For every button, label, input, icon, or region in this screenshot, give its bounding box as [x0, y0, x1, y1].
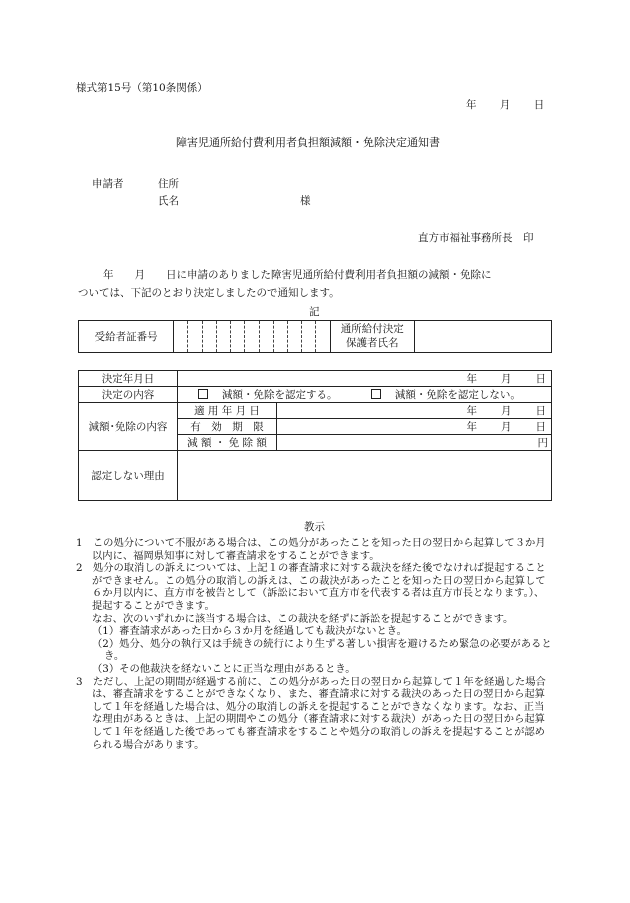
notice-body [76, 537, 552, 751]
guardian-label-line-2: 保護者氏名 [346, 336, 399, 349]
digit-cell[interactable] [216, 321, 230, 353]
applicant-label: 申請者 [92, 178, 124, 190]
digit-cell[interactable] [302, 321, 316, 353]
form-number: 様式第15号（第10条関係） [76, 82, 208, 94]
decision-content-label: 決定の内容 [79, 387, 178, 403]
guardian-label [330, 321, 414, 353]
header-year: 年 [466, 99, 477, 111]
date-month: 月 [501, 421, 512, 433]
name-label: 氏名 [158, 195, 179, 207]
honorific: 様 [300, 195, 311, 207]
digit-cell[interactable] [202, 321, 216, 353]
decision-date-label: 決定年月日 [79, 371, 178, 387]
guardian-label-line-1: 通所給付決定 [340, 322, 404, 335]
approve-checkbox[interactable] [198, 389, 208, 399]
digit-cell[interactable] [288, 321, 302, 353]
notice-item-2-note: なお、次のいずれかに該当する場合は、この裁決を経ずに訴訟を提起することができます。 [92, 612, 514, 625]
issuer: 直方市福祉事務所長 印 [418, 232, 534, 244]
intro-line-1: 年 月 日に申請のありました障害児通所給付費利用者負担額の減額・免除に [82, 269, 492, 281]
decision-content-options [178, 387, 552, 403]
date-month: 月 [501, 373, 512, 385]
reduction-label: 減額･免除の内容 [79, 403, 178, 451]
digit-cell[interactable] [188, 321, 202, 353]
notice-item-2: 2 処分の取消しの訴えについては、上記１の審査請求に対する裁決を経た後でなければ提起することができません。この処分の取消しの訴えは、この裁決があったことを知った日の翌日から起算して６か月以内に、直方市を被告として（訴訟において直方市を代表する者は直方市長となります。）、提起することができます。 [76, 562, 546, 612]
ki-heading: 記 [309, 306, 320, 318]
header-date [466, 99, 544, 112]
deny-reason-label: 認定しない理由 [79, 451, 178, 501]
recipient-table [78, 320, 552, 353]
header-month: 月 [499, 99, 511, 111]
apply-date-label: 適 用 年 月 日 [178, 403, 277, 419]
approve-option-label: 減額・免除を認定する。 [222, 389, 338, 401]
deny-option-label: 減額・免除を認定しない。 [394, 389, 521, 401]
digit-cell[interactable] [259, 321, 273, 353]
yen-unit: 円 [537, 437, 548, 449]
intro-line-2: ついては、下記のとおり決定しましたので通知します。 [78, 287, 340, 299]
date-day: 日 [535, 373, 546, 385]
date-year: 年 [466, 421, 477, 433]
notice-heading: 教示 [304, 521, 325, 533]
decision-table [78, 370, 552, 501]
date-year: 年 [466, 373, 477, 385]
digit-cell[interactable] [245, 321, 259, 353]
date-day: 日 [535, 421, 546, 433]
valid-period-label: 有 効 期 限 [178, 419, 277, 435]
apply-date-field[interactable] [277, 403, 552, 419]
header-day: 日 [533, 99, 545, 111]
valid-period-field[interactable] [277, 419, 552, 435]
digit-cell[interactable] [231, 321, 245, 353]
digit-cell[interactable] [273, 321, 287, 353]
deny-reason-field[interactable] [178, 451, 552, 501]
notice-sub-3: （3）その他裁決を経ないことに正当な理由があるとき。 [92, 662, 356, 675]
guardian-name-field[interactable] [414, 321, 551, 353]
digit-cell[interactable] [174, 321, 188, 353]
amount-label: 減 額 ・ 免 除 額 [178, 435, 277, 451]
deny-checkbox[interactable] [371, 389, 381, 399]
date-day: 日 [535, 405, 546, 417]
notice-item-1: 1 この処分について不服がある場合は、この処分があったことを知った日の翌日から起算して３か月以内に、福岡県知事に対して審査請求をすることができます。 [76, 537, 546, 562]
document-title: 障害児通所給付費利用者負担額減額・免除決定通知書 [176, 136, 440, 149]
recipient-number-label: 受給者証番号 [79, 321, 174, 353]
notice-item-3: 3 ただし、上記の期間が経過する前に、この処分があった日の翌日から起算して１年を経過した場合は、審査請求をすることができなくなり、また、審査請求に対する裁決のあった日の翌日から起算して１年を経過した場合は、処分の取消しの訴えを提起することができなくなります。なお、正当な理由があるときは、上記の期間やこの処分（審査請求に対する裁決）があった日の翌日から起算して１年を経過した後であっても審査請求をすることや処分の取消しの訴えを提起することが認められる場合があります。 [76, 675, 546, 751]
date-year: 年 [466, 405, 477, 417]
decision-date-field[interactable] [178, 371, 552, 387]
amount-field[interactable] [277, 435, 552, 451]
date-month: 月 [501, 405, 512, 417]
address-label: 住所 [158, 178, 179, 190]
digit-cell[interactable] [316, 321, 330, 353]
notice-sub-1: （1）審査請求があった日から３か月を経過しても裁決がないとき。 [92, 625, 407, 638]
notice-sub-2: （2）処分、処分の執行又は手続きの続行により生ずる著しい損害を避けるため緊急の必要があるとき。 [92, 637, 552, 663]
